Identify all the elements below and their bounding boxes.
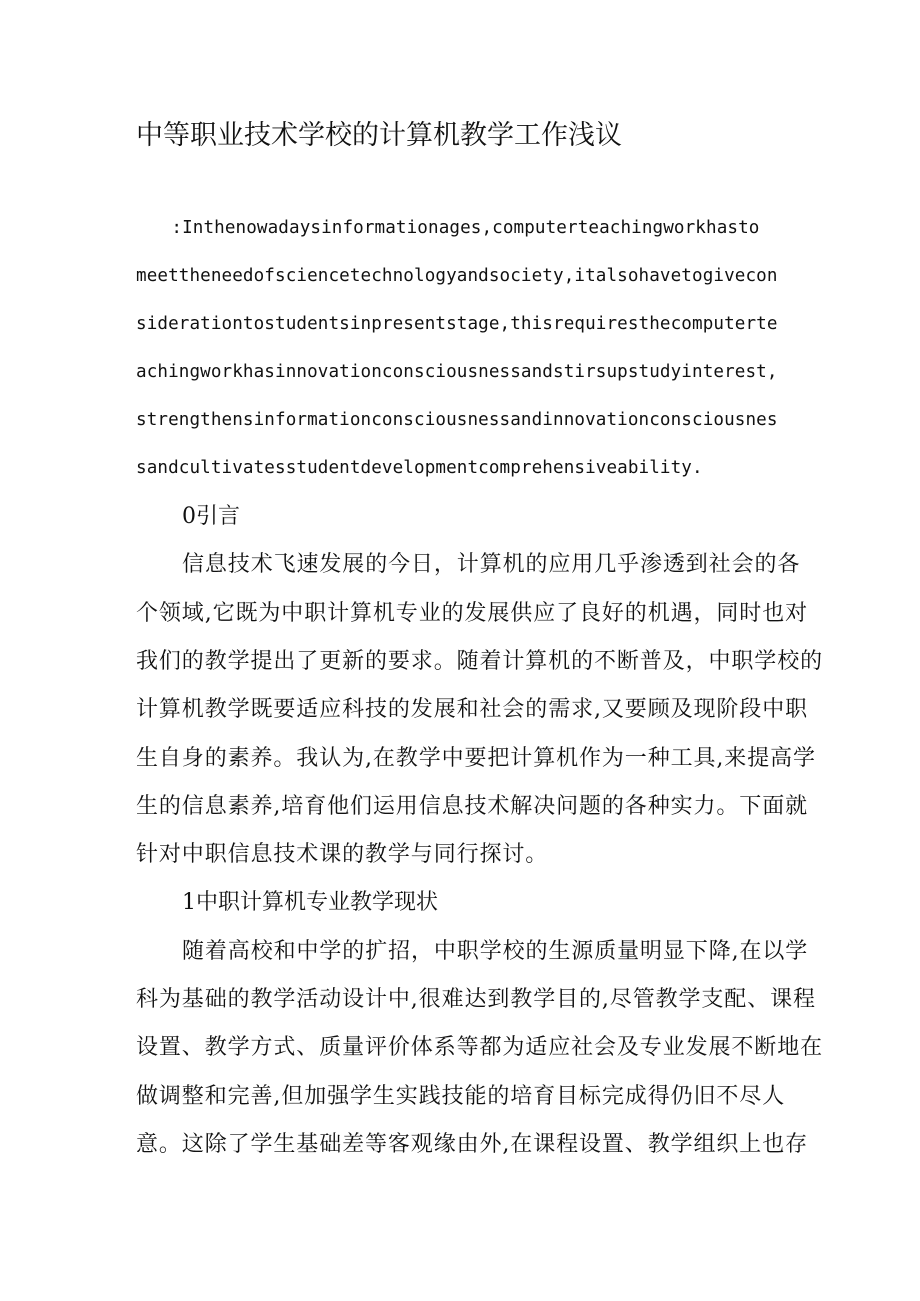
paragraph-line: 做调整和完善,但加强学生实践技能的培育目标完成得仍旧不尽人 (136, 1084, 786, 1109)
section-heading-introduction: 0引言 (182, 504, 240, 529)
paragraph-line: 针对中职信息技术课的教学与同行探讨。 (136, 842, 549, 867)
paragraph-line: 设置、教学方式、质量评价体系等都为适应社会及专业发展不断地在 (136, 1035, 824, 1060)
section-heading-status: 1中职计算机专业教学现状 (182, 890, 438, 915)
paragraph-line: 生自身的素养。我认为,在教学中要把计算机作为一种工具,来提高学 (136, 746, 816, 771)
paragraph-line: 计算机教学既要适应科技的发展和社会的需求,又要顾及现阶段中职 (136, 697, 808, 722)
document-title: 中等职业技术学校的计算机教学工作浅议 (136, 120, 622, 151)
abstract-line: siderationtostudentsinpresentstage,thisrequiresthecomputerte (136, 314, 778, 334)
paragraph-line: 意。这除了学生基础差等客观缘由外,在课程设置、教学组织上也存 (136, 1132, 808, 1157)
abstract-line: meettheneedofsciencetechnologyandsociety,italsohavetogivecon (136, 266, 778, 286)
paragraph-line: 随着高校和中学的扩招，中职学校的生源质量明显下降,在以学 (182, 939, 809, 964)
paragraph-line: 科为基础的教学活动设计中,很难达到教学目的,尽管教学支配、课程 (136, 987, 816, 1012)
paragraph-line: 个领域,它既为中职计算机专业的发展供应了良好的机遇，同时也对 (136, 601, 808, 626)
paragraph-line: 生的信息素养,培育他们运用信息技术解决问题的各种实力。下面就 (136, 794, 808, 819)
paragraph-line: 我们的教学提出了更新的要求。随着计算机的不断普及，中职学校的 (136, 649, 824, 674)
abstract-line: sandcultivatesstudentdevelopmentcomprehensiveability. (136, 458, 703, 478)
abstract-line: :Inthenowadaysinformationages,computerteachingworkhasto (136, 218, 760, 238)
abstract-line: achingworkhasinnovationconsciousnessandstirsupstudyinterest, (136, 362, 778, 382)
abstract-line: strengthensinformationconsciousnessandinnovationconsciousnes (136, 410, 778, 430)
paragraph-line: 信息技术飞速发展的今日，计算机的应用几乎渗透到社会的各 (182, 552, 801, 577)
